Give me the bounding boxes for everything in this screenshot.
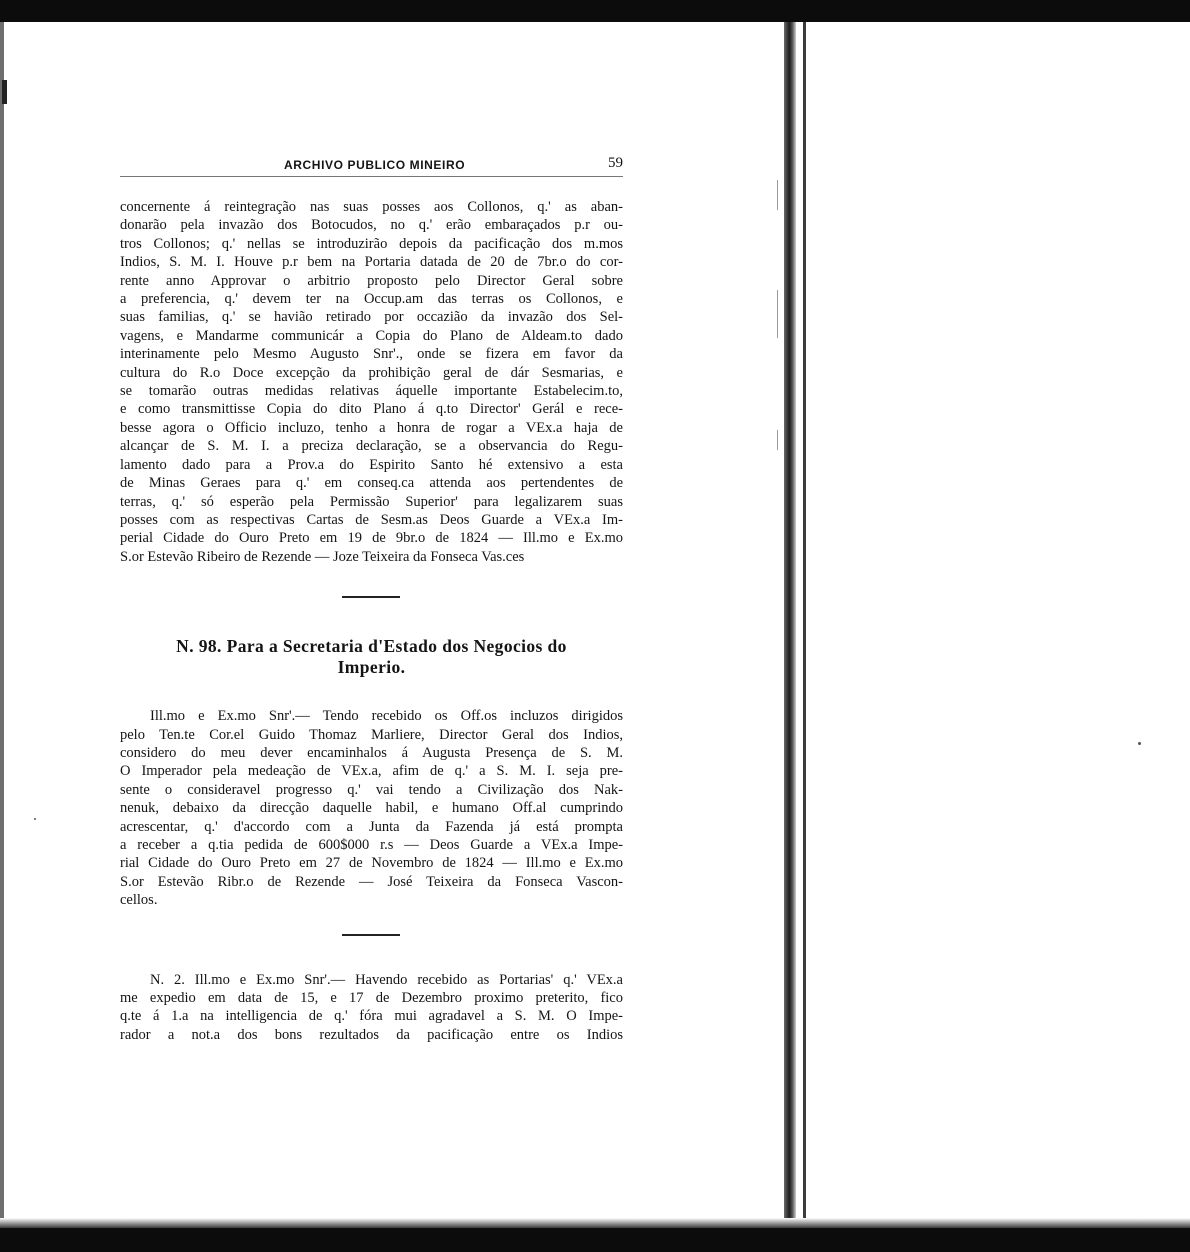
text-line: de Minas Geraes para q.' em conseq.ca attenda aos pertendentes de [120,475,623,492]
paragraph-2 [120,707,623,909]
running-title: ARCHIVO PUBLICO MINEIRO [284,158,466,172]
text-line: q.te á 1.a na intelligencia de q.' fóra mui agradavel a S. M. O Impe- [120,1008,623,1025]
text-line: considero do meu dever encaminhalos á Augusta Presença de S. M. [120,744,623,761]
text-line: a preferencia, q.' devem ter na Occup.am das terras os Collonos, e [120,291,623,308]
text-line: S.or Estevão Ribeiro de Rezende — Joze Teixeira da Fonseca Vas.ces [120,548,525,565]
running-header [120,150,623,177]
text-line: lamento dado para a Prov.a do Espirito Santo hé extensivo a esta [120,456,623,473]
text-line: interinamente pelo Mesmo Augusto Snr'., onde se fizera em favor da [120,346,623,363]
section-divider [342,934,400,936]
text-line: sente o consideravel progresso q.' vai tendo a Civilização dos Nak- [120,781,623,798]
text-line: acrescentar, q.' d'accordo com a Junta da Fazenda já está prompta [120,818,623,835]
text-line: rente anno Approvar o arbitrio proposto pelo Director Geral sobre [120,272,623,289]
scan-edge-top [0,0,1190,22]
text-line: vagens, e Mandarme communicár a Copia do Plano de Aldeam.to dado [120,327,623,344]
text-line: donarão pela invazão dos Botocudos, no q.' erão embaraçados p.r ou- [120,217,623,234]
text-line: se tomarão outras medidas relativas áquelle importante Estabelecim.to, [120,383,623,400]
book-spine-shadow [784,22,796,1218]
text-line: me expedio em data de 15, e 17 de Dezembro proximo preterito, fico [120,990,623,1006]
text-line: cultura do R.o Doce excepção da prohibição geral de dár Sesmarias, e [120,364,623,381]
paragraph-1 [120,198,623,566]
paragraph-3 [120,971,623,1045]
spine-hairline [777,430,778,450]
scan-edge-left [0,22,4,1228]
text-line: Ill.mo e Ex.mo Snr'.— Tendo recebido os Off.os incluzos dirigidos [150,708,623,725]
text-line: suas familias, q.' se havião retirado por occazião da invazão dos Sel- [120,309,623,326]
text-line: N. 2. Ill.mo e Ex.mo Snr'.— Havendo recebido as Portarias' q.' VEx.a [150,971,623,988]
page-number: 59 [608,155,623,171]
text-line: besse agora o Officio incluzo, tenho a honra de rogar a VEx.a haja de [120,419,623,436]
text-line: e como transmittisse Copia do dito Plano á q.to Director' Gerál e rece- [120,401,623,418]
scan-speck [1138,742,1141,745]
scan-edge-bottom [0,1228,1190,1252]
text-line: pelo Ten.te Cor.el Guido Thomaz Marliere, Director Geral dos Indios, [120,726,623,743]
spine-hairline [777,290,778,338]
text-line: rial Cidade do Ouro Preto em 27 de Novembro de 1824 — Ill.mo e Ex.mo [120,855,623,872]
heading-line: Imperio. [337,657,406,678]
text-line: O Imperador pela medeação de VEx.a, afim de q.' a S. M. I. seja pre- [120,763,623,780]
text-line: nenuk, debaixo da direcção daquelle habil, e humano Off.al cumprindo [120,800,623,817]
document-page [120,150,623,1044]
text-line: concernente á reintegração nas suas posses aos Collonos, q.' as aban- [120,199,623,215]
text-line: Indios, S. M. I. Houve p.r bem na Portaria datada de 20 de 7br.o do cor- [120,254,623,271]
text-line: tros Collonos; q.' nellas se introduzirão depois da pacificação dos m.mos [120,235,623,252]
book-spine-line [803,22,806,1218]
spine-hairline [777,180,778,210]
scan-edge-bottom-fade [0,1218,1190,1228]
text-line: S.or Estevão Ribr.o de Rezende — José Teixeira da Fonseca Vascon- [120,873,623,890]
text-line: alcançar de S. M. I. a preciza declaração, se a observancia do Regu- [120,438,623,455]
text-line: cellos. [120,892,158,909]
text-line: terras, q.' só esperão pela Permissão Superior' para legalizarem suas [120,493,623,510]
document-heading [120,636,623,678]
text-line: rador a not.a dos bons rezultados da pacificação entre os Indios [120,1026,623,1043]
text-line: perial Cidade do Ouro Preto em 19 de 9br.o de 1824 — Ill.mo e Ex.mo [120,530,623,547]
scan-speck [34,818,36,820]
section-divider [342,596,400,598]
text-line: posses com as respectivas Cartas de Sesm.as Deos Guarde a VEx.a Im- [120,511,623,528]
text-line: a receber a q.tia pedida de 600$000 r.s — Deos Guarde a VEx.a Impe- [120,836,623,853]
scan-mark [2,80,7,104]
heading-line: N. 98. Para a Secretaria d'Estado dos Negocios do [176,636,567,657]
